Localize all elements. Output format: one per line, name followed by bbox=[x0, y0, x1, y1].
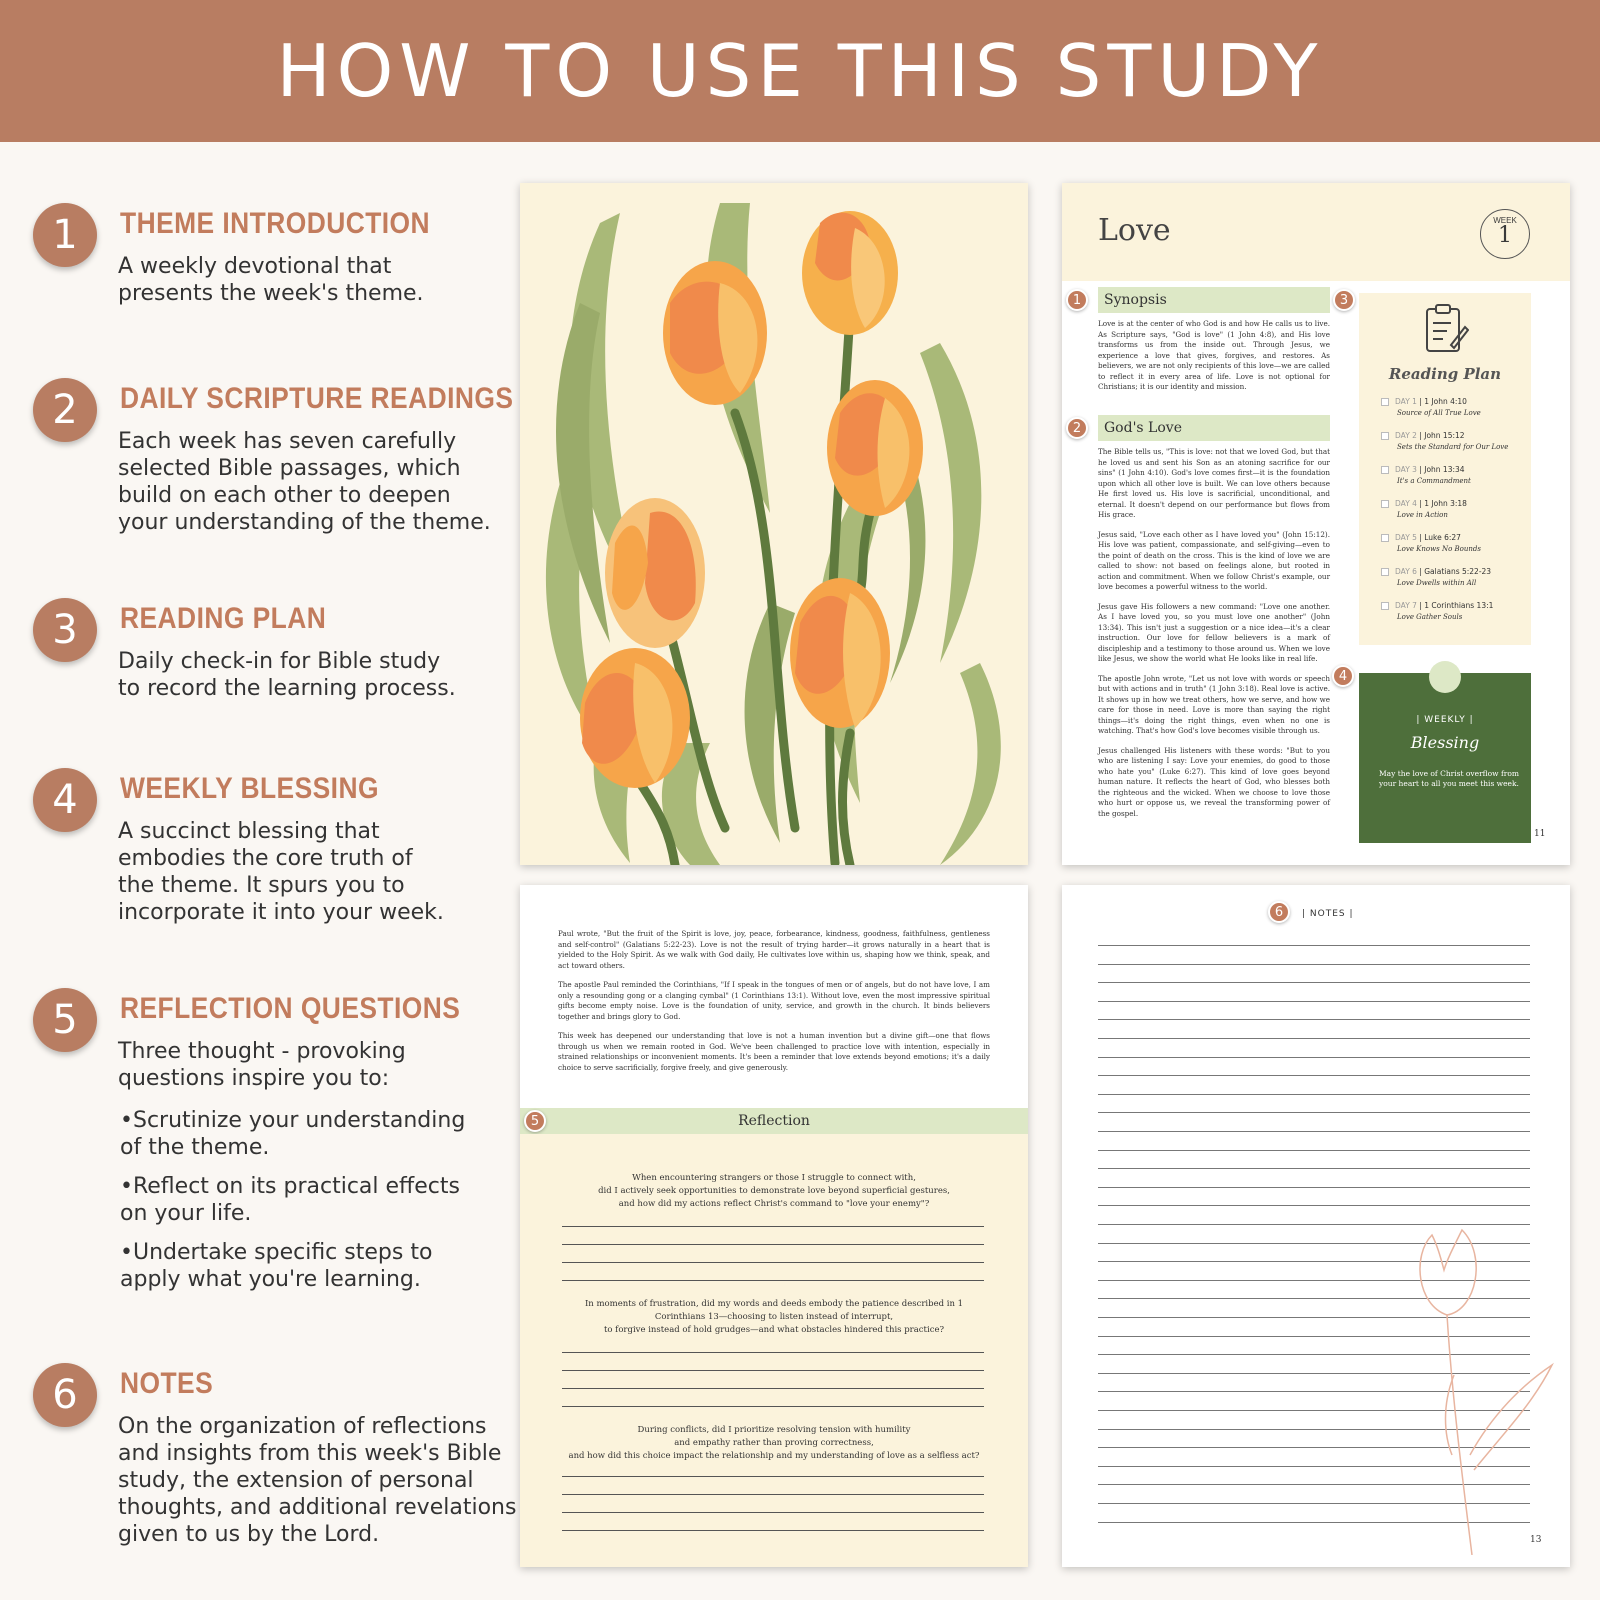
page-title: HOW TO USE THIS STUDY bbox=[276, 29, 1324, 113]
writing-line[interactable] bbox=[1098, 1131, 1530, 1132]
writing-line[interactable] bbox=[1098, 1019, 1530, 1020]
writing-line[interactable] bbox=[1098, 1150, 1530, 1151]
writing-line[interactable] bbox=[562, 1262, 984, 1263]
writing-line[interactable] bbox=[1098, 945, 1530, 946]
week-number: 1 bbox=[1498, 223, 1512, 248]
day-label: DAY 4 bbox=[1395, 499, 1417, 508]
clipboard-icon bbox=[1421, 301, 1469, 355]
paragraph: Paul wrote, "But the fruit of the Spirit is love, joy, peace, forbearance, kindness, goodness, faithfulness, gentleness and self-control" (Galatians 5:22-23). Love is not the result of trying harder—it grows naturally in a heart that is yielded to the Holy Spirit. As we walk with God daily, He cultivates love within us, shaping how we think, speak, and act toward others. bbox=[558, 929, 990, 970]
day-reference: 1 Corinthians 13:1 bbox=[1424, 601, 1494, 610]
step-description: Daily check-in for Bible study to record the learning process. bbox=[118, 649, 456, 701]
writing-line[interactable] bbox=[1098, 1094, 1530, 1095]
writing-line[interactable] bbox=[1098, 1187, 1530, 1188]
writing-line[interactable] bbox=[1098, 1205, 1530, 1206]
day-reference: John 15:12 bbox=[1424, 431, 1465, 440]
gods-love-text bbox=[1098, 447, 1330, 828]
day-reference: 1 John 3:18 bbox=[1424, 499, 1467, 508]
writing-line[interactable] bbox=[1098, 1001, 1530, 1002]
love-page bbox=[1062, 183, 1570, 865]
marker-1: 1 bbox=[1066, 289, 1088, 311]
paragraph: Jesus challenged His listeners with these words: "But to you who are listening I say: Love your enemies, do good to those who hate you" (Luke 6:27). This kind of love goes beyond human nature. It reflects the heart of God, who blesses both the righteous and the wicked. When we choose to love those who hurt or oppose us, we reveal the transforming power of the gospel. bbox=[1098, 745, 1330, 818]
tulip-sketch bbox=[1392, 1215, 1562, 1555]
tulip-illustration bbox=[520, 183, 1028, 865]
writing-line[interactable] bbox=[562, 1226, 984, 1227]
paragraph: The apostle Paul reminded the Corinthians, "If I speak in the tongues of men or of angels, but do not have love, I am only a resounding gong or a clanging cymbal" (1 Corinthians 13:1). Without love, even the most impressive spiritual gifts become empty noise. Love is the foundation of unity, service, and growth in the church. It binds believers together and brings glory to God. bbox=[558, 980, 990, 1021]
reflection-question-1: When encountering strangers or those I struggle to connect with, did I actively seek opportunities to demonstrate love beyond superficial gestures, and how did my actions reflect Christ's command to "love your enemy"? bbox=[598, 1173, 950, 1209]
step-title: THEME INTRODUCTION bbox=[120, 207, 431, 240]
marker-2: 2 bbox=[1066, 417, 1088, 439]
writing-line[interactable] bbox=[562, 1494, 984, 1495]
writing-line[interactable] bbox=[562, 1370, 984, 1371]
checkbox[interactable] bbox=[1381, 466, 1389, 474]
decorative-dot bbox=[1429, 661, 1461, 693]
step-description: Each week has seven carefully selected Bible passages, which build on each other to deepen your understanding of the theme. bbox=[118, 429, 491, 535]
day-label: DAY 2 bbox=[1395, 431, 1417, 440]
marker-3: 3 bbox=[1333, 289, 1355, 311]
header-banner bbox=[0, 0, 1600, 142]
writing-line[interactable] bbox=[562, 1512, 984, 1513]
page-number: 13 bbox=[1530, 1535, 1542, 1545]
blessing-script-title: Blessing bbox=[1410, 733, 1480, 752]
step-number-badge: 1 bbox=[33, 203, 97, 267]
day-subtitle: Love in Action bbox=[1397, 511, 1448, 519]
reading-day-3: DAY 3 | John 13:34 It's a Commandment bbox=[1381, 465, 1471, 485]
tulip-cover-page bbox=[520, 183, 1028, 865]
reflection-page bbox=[520, 885, 1028, 1567]
step-number-badge: 2 bbox=[33, 378, 97, 442]
week-theme-title: Love bbox=[1098, 213, 1171, 248]
reading-day-5: DAY 5 | Luke 6:27 Love Knows No Bounds bbox=[1381, 533, 1481, 553]
writing-line[interactable] bbox=[562, 1244, 984, 1245]
week-badge bbox=[1480, 209, 1530, 259]
step-description: On the organization of reflections and insights from this week's Bible study, the extension of personal thoughts, and additional revelations given to us by the Lord. bbox=[118, 1414, 517, 1547]
bullet-item: •Scrutinize your understanding of the theme. bbox=[120, 1108, 466, 1160]
writing-line[interactable] bbox=[1098, 982, 1530, 983]
paragraph: The apostle John wrote, "Let us not love with words or speech but with actions and in truth" (1 John 3:18). Real love is active. It shows up in how we treat others, how we serve, and how we care for those in need. Love is more than saying the right things—it's doing the right things, even when no one is watching. That's how God's love becomes visible through us. bbox=[1098, 673, 1330, 735]
writing-line[interactable] bbox=[562, 1530, 984, 1531]
writing-line[interactable] bbox=[562, 1388, 984, 1389]
day-subtitle: It's a Commandment bbox=[1397, 477, 1471, 485]
day-label: DAY 1 bbox=[1395, 397, 1417, 406]
synopsis-heading: Synopsis bbox=[1098, 287, 1330, 313]
day-label: DAY 3 bbox=[1395, 465, 1417, 474]
day-reference: Luke 6:27 bbox=[1424, 533, 1461, 542]
blessing-text: May the love of Christ overflow from your heart to all you meet this week. bbox=[1379, 769, 1519, 788]
writing-line[interactable] bbox=[1098, 1075, 1530, 1076]
day-subtitle: Love Gather Souls bbox=[1397, 613, 1463, 621]
day-label: DAY 6 bbox=[1395, 567, 1417, 576]
notes-page bbox=[1062, 885, 1570, 1567]
checkbox[interactable] bbox=[1381, 568, 1389, 576]
day-label: DAY 5 bbox=[1395, 533, 1417, 542]
step-number-badge: 6 bbox=[33, 1363, 97, 1427]
checkbox[interactable] bbox=[1381, 602, 1389, 610]
reading-day-4: DAY 4 | 1 John 3:18 Love in Action bbox=[1381, 499, 1467, 519]
step-description: Three thought - provoking questions inspire you to: bbox=[118, 1039, 406, 1091]
reflection-question-2: In moments of frustration, did my words and deeds embody the patience described in 1 Corinthians 13—choosing to listen instead of interrupt, to forgive instead of hold grudges—and what obstacles hindered this practice? bbox=[584, 1299, 964, 1335]
step-number-badge: 3 bbox=[33, 598, 97, 662]
writing-line[interactable] bbox=[1098, 1168, 1530, 1169]
reading-day-1: DAY 1 | 1 John 4:10 Source of All True Love bbox=[1381, 397, 1481, 417]
bullet-item: •Reflect on its practical effects on your life. bbox=[120, 1174, 460, 1226]
writing-line[interactable] bbox=[1098, 1112, 1530, 1113]
day-subtitle: Love Dwells within All bbox=[1397, 579, 1477, 587]
writing-line[interactable] bbox=[562, 1476, 984, 1477]
reading-day-6: DAY 6 | Galatians 5:22-23 Love Dwells within All bbox=[1381, 567, 1491, 587]
reading-day-7: DAY 7 | 1 Corinthians 13:1 Love Gather Souls bbox=[1381, 601, 1493, 621]
writing-line[interactable] bbox=[1098, 1038, 1530, 1039]
writing-line[interactable] bbox=[1098, 1057, 1530, 1058]
marker-4: 4 bbox=[1332, 665, 1354, 687]
step-title: REFLECTION QUESTIONS bbox=[120, 992, 461, 1025]
checkbox[interactable] bbox=[1381, 500, 1389, 508]
day-subtitle: Love Knows No Bounds bbox=[1397, 545, 1481, 553]
day-reference: Galatians 5:22-23 bbox=[1424, 567, 1492, 576]
step-title: DAILY SCRIPTURE READINGS bbox=[120, 382, 514, 415]
marker-5: 5 bbox=[524, 1110, 546, 1132]
writing-line[interactable] bbox=[1098, 964, 1530, 965]
day-reference: John 13:34 bbox=[1424, 465, 1465, 474]
weekly-blessing-box bbox=[1359, 673, 1531, 843]
writing-line[interactable] bbox=[562, 1280, 984, 1281]
bullet-item: •Undertake specific steps to apply what you're learning. bbox=[120, 1240, 433, 1292]
writing-line[interactable] bbox=[562, 1406, 984, 1407]
day-subtitle: Source of All True Love bbox=[1397, 409, 1481, 417]
closing-text bbox=[558, 929, 990, 1082]
synopsis-text: Love is at the center of who God is and how He calls us to live. As Scripture says, "God is love" (1 John 4:8), and His love transforms us from the inside out. Through Jesus, we experience a love that gives, forgives, and restores. As believers, we are not only recipients of this love—we are called to reflect it in every area of life. Love is not optional for Christians; it is our identity and mission. bbox=[1098, 319, 1330, 391]
marker-6: 6 bbox=[1268, 901, 1290, 923]
notes-label: | NOTES | bbox=[1302, 909, 1354, 919]
reading-plan-box bbox=[1359, 293, 1531, 645]
checkbox[interactable] bbox=[1381, 534, 1389, 542]
step-title: NOTES bbox=[120, 1367, 214, 1400]
reflection-body bbox=[520, 1134, 1028, 1567]
reflection-heading: Reflection bbox=[520, 1108, 1028, 1134]
love-page-header bbox=[1062, 183, 1570, 281]
step-title: READING PLAN bbox=[120, 602, 327, 635]
day-label: DAY 7 bbox=[1395, 601, 1417, 610]
day-reference: 1 John 4:10 bbox=[1424, 397, 1467, 406]
reflection-bullets bbox=[120, 1107, 465, 1305]
step-description: A weekly devotional that presents the week's theme. bbox=[118, 254, 424, 306]
paragraph: Jesus said, "Love each other as I have loved you" (John 15:12). His love was patient, compassionate, and self-giving—even to the point of death on the cross. This is the kind of love we are called to show: not based on feelings alone, but rooted in action and commitment. When we follow Christ's example, our love becomes a powerful witness to the world. bbox=[1098, 529, 1330, 591]
day-subtitle: Sets the Standard for Our Love bbox=[1397, 443, 1509, 451]
paragraph: This week has deepened our understanding that love is not a human invention but a divine gift—one that flows through us when we remain rooted in God. We've been challenged to practice love with intention, especially in strained relationships or inconvenient moments. It's been a reminder that love extends beyond emotions; it's a daily choice to serve sacrificially, forgive freely, and give generously. bbox=[558, 1031, 990, 1072]
step-number-badge: 4 bbox=[33, 768, 97, 832]
reflection-question-3: During conflicts, did I prioritize resolving tension with humility and empathy rather than proving correctness, and how did this choice impact the relationship and my understanding of love as a selfless act? bbox=[568, 1425, 980, 1461]
reading-day-2: DAY 2 | John 15:12 Sets the Standard for Our Love bbox=[1381, 431, 1508, 451]
reading-plan-title: Reading Plan bbox=[1388, 365, 1502, 383]
blessing-label: | WEEKLY | bbox=[1416, 715, 1474, 725]
step-number-badge: 5 bbox=[33, 988, 97, 1052]
checkbox[interactable] bbox=[1381, 432, 1389, 440]
week-label: WEEK bbox=[1493, 216, 1517, 225]
step-description: A succinct blessing that embodies the core truth of the theme. It spurs you to incorporate it into your week. bbox=[118, 819, 444, 925]
step-title: WEEKLY BLESSING bbox=[120, 772, 379, 805]
paragraph: Jesus gave His followers a new command: "Love one another. As I have loved you, so you must love one another" (John 13:34). This isn't just a suggestion or a nice idea—it's a clear instruction. Our love for fellow believers is a mark of discipleship and a testimony to those around us. When we love like Jesus, we show the world what He looks like in real life. bbox=[1098, 601, 1330, 663]
paragraph: The Bible tells us, "This is love: not that we loved God, but that he loved us and sent his Son as an atoning sacrifice for our sins" (1 John 4:10). God's love comes first—it is the foundation upon which all other love is built. We can love others because He first loved us. His love is sacrificial, unconditional, and eternal. It doesn't depend on our performance but flows from His grace. bbox=[1098, 447, 1330, 519]
checkbox[interactable] bbox=[1381, 398, 1389, 406]
gods-love-heading: God's Love bbox=[1098, 415, 1330, 441]
page-number: 11 bbox=[1534, 829, 1546, 839]
writing-line[interactable] bbox=[562, 1352, 984, 1353]
